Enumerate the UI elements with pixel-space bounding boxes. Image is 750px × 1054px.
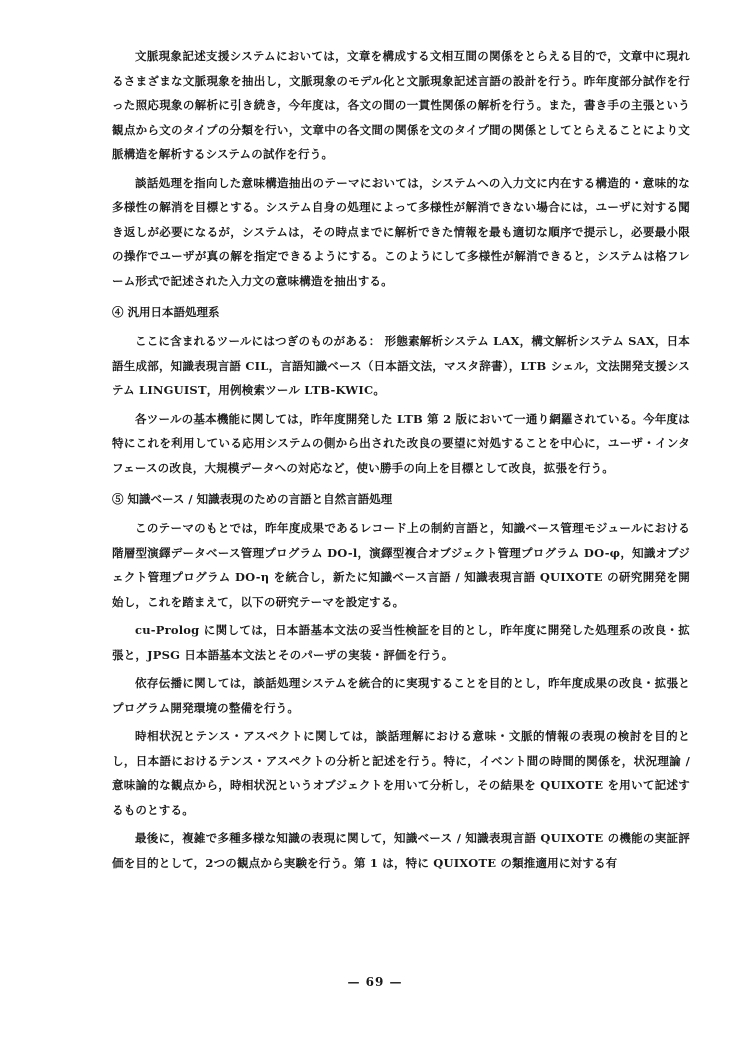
body-text: [112, 44, 690, 875]
paragraph-cu-prolog: cu-Prolog に関しては，日本語基本文法の妥当性検証を目的とし，昨年度に開発した処理系の改良・拡張と，JPSG 日本語基本文法とそのパーザの実装・評価を行う。: [112, 623, 690, 662]
paragraph-knowledge-base: このテーマのもとでは，昨年度成果であるレコード上の制約言語と，知識ベース管理モジュールにおける階層型演繹データベース管理プログラム DO-l，演繹型複合オブジェクト管理プログラム DO-φ，知識オブジェクト管理プログラム DO-η を統合し，新たに知識ベース言語 / 知識表現言語 QUIXOTE の研究開発を開始し，これを踏まえて，以下の研究テーマを設定する。: [112, 521, 690, 609]
paragraph-tools-list: ここに含まれるツールにはつぎのものがある： 形態素解析システム LAX，構文解析システム SAX，日本語生成部，知識表現言語 CIL，言語知識ベース（日本語文法，マスタ辞書），LTB シェル，文法開発支援システム LINGUIST，用例検索ツール LTB-KWIC。: [112, 334, 690, 397]
section-heading-4: ④ 汎用日本語処理系: [112, 305, 220, 319]
paragraph-dependency-propagation: 依存伝播に関しては，談話処理システムを統合的に実現することを目的とし，昨年度成果の改良・拡張とプログラム開発環境の整備を行う。: [112, 676, 690, 715]
paragraph-tools-improvement: 各ツールの基本機能に関しては，昨年度開発した LTB 第 2 版において一通り網羅されている。今年度は特にこれを利用している応用システムの側から出された改良の要望に対処することを中心に，ユーザ・インタフェースの改良，大規模データへの対応など，使い勝手の向上を目標として改良，拡張を行う。: [112, 411, 690, 475]
page-number: — 69 —: [347, 975, 403, 989]
section-heading-5: ⑤ 知識ベース / 知識表現のための言語と自然言語処理: [112, 492, 393, 506]
paragraph-semantic-structure: 談話処理を指向した意味構造抽出のテーマにおいては，システムへの入力文に内在する構造的・意味的な多様性の解消を目標とする。システム自身の処理によって多様性が解消できない場合には，ユーザに対する聞き返しが必要になるが，システムは，その時点までに解析できた情報を最も適切な順序で提示し，必要最小限の操作でユーザが真の解を指定できるようにする。このようにして多様性が解消できると，システムは格フレーム形式で記述された入力文の意味構造を抽出する。: [112, 175, 690, 288]
paragraph-context-phenomena: 文脈現象記述支援システムにおいては，文章を構成する文相互間の関係をとらえる目的で，文章中に現れるさまざまな文脈現象を抽出し，文脈現象のモデル化と文脈現象記述言語の設計を行う。昨年度部分試作を行った照応現象の解析に引き続き，今年度は，各文の間の一貫性関係の解析を行う。また，書き手の主張という観点から文のタイプの分類を行い，文章中の各文間の関係を文のタイプ間の関係としてとらえることにより文脈構造を解析するシステムの試作を行う。: [112, 49, 690, 161]
paragraph-final: 最後に，複雑で多種多様な知識の表現に関して，知識ベース / 知識表現言語 QUIXOTE の機能の実証評価を目的として，2つの観点から実験を行う。第 1 は，特に QUIXOTE の類推適用に対する有: [112, 831, 690, 870]
paragraph-tense-aspect: 時相状況とテンス・アスペクトに関しては，談話理解における意味・文脈的情報の表現の検討を目的とし，日本語におけるテンス・アスペクトの分析と記述を行う。特に，イベント間の時間的関係を，状況理論 / 意味論的な観点から，時相状況というオブジェクトを用いて分析し，その結果を QUIXOTE を用いて記述するものとする。: [112, 729, 690, 817]
